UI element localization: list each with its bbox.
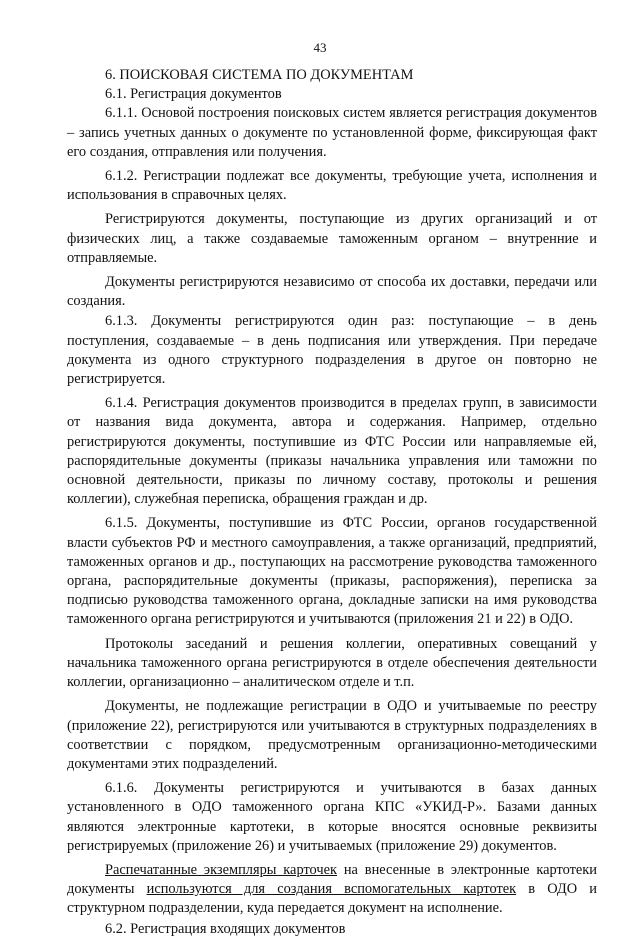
paragraph: 6.1.4. Регистрация документов производится в пределах групп, в зависимости от названия вида документа, автора и содержания. Например, отдельно регистрируются документы, поступившие из ФТС России или направляемые ей, распорядительные документы (приказы начальника управления или таможни по основной деятельности, приказы по личному составу, протоколы и решения коллегии), служебная переписка, обращения граждан и др.: [67, 395, 597, 508]
paragraph-last: [67, 861, 597, 919]
page-number: 43: [313, 40, 327, 55]
paragraph-text: в ОДО и структурном подразделении, куда передается документ на исполнение.: [67, 881, 597, 917]
paragraph: Протоколы заседаний и решения коллегии, оперативных совещаний у начальника таможенного органа регистрируются в отделе обеспечения деятельности коллегии, организационно – аналитическом отделе и т.п.: [67, 635, 597, 691]
paragraph: 6.1.1. Основой построения поисковых систем является регистрация документов – запись учетных данных о документе по установленной форме, фиксирующая факт его создания, отправления или получения.: [67, 105, 597, 160]
subsection-heading: 6.1. Регистрация документов: [105, 86, 282, 103]
paragraph: 6.1.6. Документы регистрируются и учитываются в базах данных установленного в ОДО таможенного органа КПС «УКИД-Р». Базами данных являются электронные картотеки, в которые вносятся основные реквизиты регистрируемых (приложение 26) и учитываемых (приложение 29) документов.: [67, 780, 597, 854]
underlined-text: используются для создания вспомогательных картотек: [146, 881, 517, 898]
subsection-heading: 6.2. Регистрация входящих документов: [105, 920, 346, 937]
document-body: [67, 66, 597, 939]
paragraph-text: на внесенные в электронные картотеки документы: [67, 861, 598, 898]
paragraph: Документы регистрируются независимо от способа их доставки, передачи или создания.: [67, 274, 597, 310]
paragraph: 6.1.3. Документы регистрируются один раз: поступающие – в день поступления, создаваемые – в день подписания или утверждения. При передаче документа из одного структурного подразделения в другое он повторно не регистрируется.: [67, 313, 597, 388]
section-title: 6. ПОИСКОВАЯ СИСТЕМА ПО ДОКУМЕНТАМ: [105, 67, 414, 83]
underlined-text: Распечатанные экземпляры карточек: [105, 861, 337, 878]
paragraph: Регистрируются документы, поступающие из других организаций и от физических лиц, а также создаваемые таможенным органом – внутренние и отправляемые.: [67, 211, 597, 266]
paragraph: 6.1.5. Документы, поступившие из ФТС России, органов государственной власти субъектов РФ и местного самоуправления, а также организаций, предприятий, таможенных органов и др., поступающих на рассмотрение руководства таможенного органа, распорядительные документы (приказы, распоряжения), переписка за подписью руководства таможенного органа, докладные записки на имя руководства таможенного органа регистрируются и учитываются (приложения 21 и 22) в ОДО.: [67, 515, 597, 628]
paragraph: Документы, не подлежащие регистрации в ОДО и учитываемые по реестру (приложение 22), регистрируются или учитываются в структурных подразделениях в соответствии с порядком, предусмотренным организационно-методическими документами этих подразделений.: [67, 698, 597, 772]
paragraph: 6.1.2. Регистрации подлежат все документы, требующие учета, исполнения и использования в справочных целях.: [67, 168, 597, 204]
